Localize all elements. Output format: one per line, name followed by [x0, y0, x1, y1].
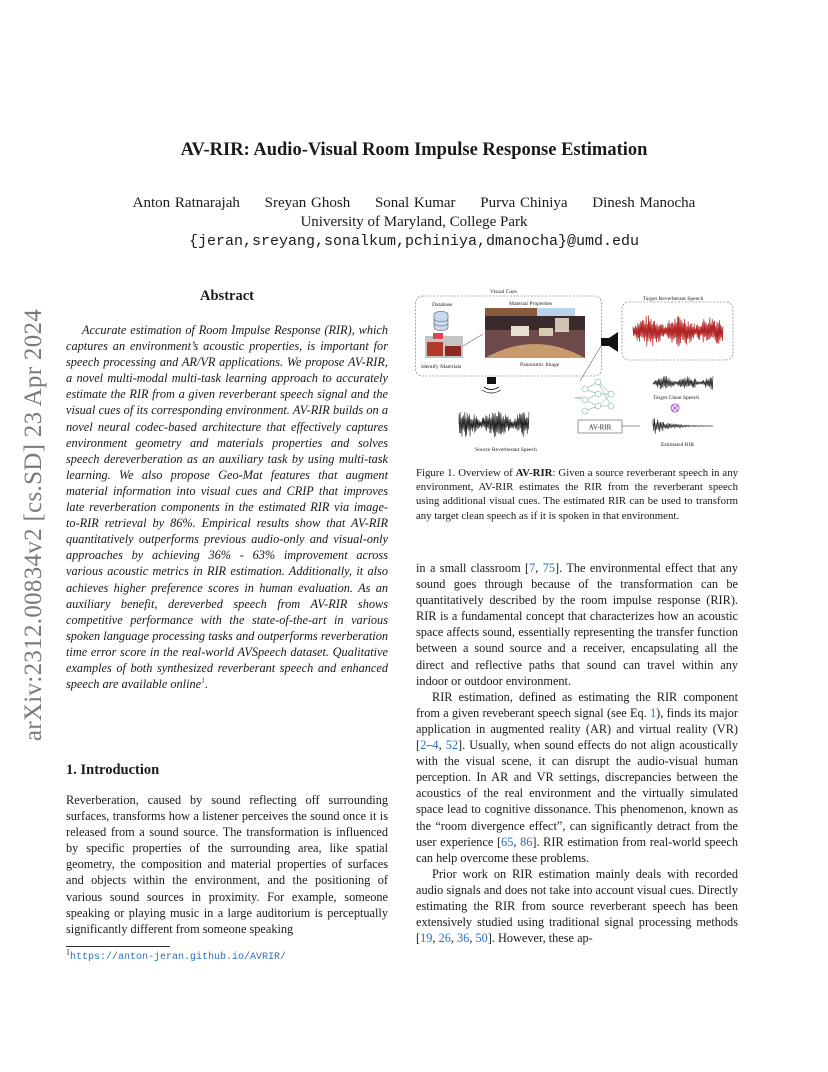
author-list — [0, 195, 828, 212]
arrow — [463, 334, 483, 346]
database-icon — [434, 312, 448, 331]
citation-link[interactable]: 26 — [438, 931, 451, 946]
citation-link[interactable]: 86 — [520, 834, 533, 849]
target-clean-speech-label: Target Clean Speech — [653, 395, 700, 401]
text-run: ]. The environmental effect that any sound goes through because of the transformation can be quantitatively described by the room impulse response (RIR). RIR is a fundamental concept that characterizes how an acoustic space affects sound, essentially representing the transfer function between a sound source and a receiver, encapsulating all the direct and reflective paths that sound can travel within any indoor or outdoor environment. — [416, 561, 738, 688]
text-run: Prior work on RIR estimation mainly deals with recorded audio signals and does not take into account visual cues. Directly estimating the RIR from source reverberant speech has been extensively studied using traditional signal processing methods [ — [416, 866, 738, 946]
citation-link[interactable]: 65 — [501, 834, 514, 849]
material-swatches — [485, 308, 575, 316]
citation-link[interactable]: 50 — [475, 931, 488, 946]
estimated-rir-label: Estimated RIR — [661, 442, 695, 448]
citation-link[interactable]: 2 — [420, 738, 427, 753]
citation-link[interactable]: 4 — [432, 738, 439, 753]
panoramic-image-label: Panoramic Image — [520, 362, 560, 368]
paper-title: AV-RIR: Audio-Visual Room Impulse Response Estimation — [180, 140, 648, 160]
panoramic-image — [485, 316, 585, 358]
source-reverberant-waveform — [459, 411, 529, 437]
overview-figure — [415, 286, 745, 454]
author: Anton Ratnarajah — [132, 195, 240, 211]
paragraph — [416, 689, 738, 866]
abstract-heading: Abstract — [200, 288, 254, 304]
text-run: ), finds its major application in augmented reality (AR) and virtual reality (VR) [ — [416, 705, 738, 753]
target-reverberant-speech-label: Target Reverberant Speech — [643, 296, 704, 302]
author: Purva Chiniya — [480, 195, 568, 211]
source-reverberant-speech-label: Source Reverberant Speech — [475, 447, 537, 453]
target-clean-waveform — [653, 376, 713, 390]
text-run: , — [535, 561, 543, 575]
text-run: , — [450, 931, 458, 946]
target-reverberant-waveform — [633, 315, 723, 346]
caption-prefix: Figure 1. Overview of — [416, 467, 516, 479]
intro-paragraph: Reverberation, caused by sound reflecting off surrounding surfaces, transforms how a listener perceives the sound once it is released from a sound source. The transformation is influenced by specific properties of the surrounding area, like spatial geometry, the composition and material properties of surfaces and objects within the environment, and the positioning of various sound sources in proximity. For example, someone speaking or playing music in a large auditorium is perceptually significantly different from someone speaking — [66, 793, 388, 936]
right-column-body — [416, 560, 738, 946]
author-emails: {jeran,sreyang,sonalkum,pchiniya,dmanocha}@umd.edu — [188, 233, 640, 250]
av-rir-model-label: AV-RIR — [588, 423, 612, 432]
footnote-url[interactable]: https://anton-jeran.github.io/AVRIR/ — [70, 952, 287, 963]
microphone-icon — [482, 377, 501, 393]
citation-link[interactable]: 1 — [649, 705, 657, 720]
text-run: ]. However, these ap- — [487, 931, 593, 946]
text-run: , — [432, 931, 439, 946]
text-run: ]. Usually, when sound effects do not align acoustically with the visual scene, it can disrupt the audio-visual human perception. In AR and VR settings, discrepancies between the acoustics of the real environment and the virtually simulated space lead to cognitive dissonance. This phenomenon, known as the “room divergence effect”, can significantly detract from the user experience [ — [416, 738, 738, 849]
paragraph — [416, 560, 738, 689]
database-label: Database — [432, 302, 453, 308]
visual-cues-label: Visual Cues — [490, 289, 517, 295]
speaker-icon — [601, 332, 618, 352]
author: Dinesh Manocha — [592, 195, 696, 211]
footnote — [66, 947, 287, 963]
arxiv-identifier: arXiv:2312.00834v2 [cs.SD] 23 Apr 2024 — [20, 308, 47, 742]
section-heading-introduction: 1. Introduction — [66, 762, 160, 778]
text-run: in a small classroom [ — [416, 561, 530, 575]
abstract-text: Accurate estimation of Room Impulse Response (RIR), which captures an environment’s acoustic properties, is important for speech processing and AR/VR applications. We propose AV-RIR, a novel multi-modal multi-task learning approach to accurately estimate the RIR from a given reverberant speech signal and the visual cues of its corresponding environment. AV-RIR builds on a novel neural codec-based architecture that effectively captures environment geometry and materials properties and solves speech dereverberation as an auxiliary task by using multi-task learning. We also propose Geo-Mat features that augment material information into visual cues and CRIP that improves late reverberation components in the estimated RIR via image-to-RIR retrieval by 86%. Empirical results show that AV-RIR quantitatively outperforms previous audio-only and visual-only approaches by achieving 36% - 63% improvement across various acoustic metrics in RIR estimation. Additionally, it also achieves higher preference scores in human evaluation. As an auxiliary benefit, dereverbed speech from AV-RIR shows competitive performance with the state-of-the-art in various spoken language processing tasks and outperforms reverberation time error score in the real-world AVSpeech dataset. Qualitative examples of both synthesized reverberant speech and enhanced speech are available online — [66, 323, 388, 692]
paragraph — [416, 866, 738, 946]
abstract-end: . — [205, 677, 209, 692]
neural-network-icon — [582, 379, 614, 414]
identify-materials-image — [425, 333, 463, 358]
identify-materials-label: Identify Materials — [421, 364, 462, 370]
citation-link[interactable]: 19 — [420, 931, 433, 946]
text-run: , — [513, 834, 521, 849]
text-run: – — [426, 738, 433, 753]
footnote-mark[interactable]: 1 — [201, 675, 206, 685]
figure-caption — [416, 466, 738, 523]
material-properties-label: Material Properties — [509, 301, 553, 307]
introduction-body — [66, 792, 388, 937]
citation-link[interactable]: 52 — [445, 738, 458, 753]
caption-text: : Given a source reverberant speech in any environment, AV-RIR estimates the RIR from the reverberant speech using additional visual cues. The estimated RIR can be used to transform any target clean speech as if it is spoken in that environment. — [416, 467, 739, 522]
footnote-number: 1 — [66, 947, 70, 957]
estimated-rir-waveform — [653, 418, 713, 434]
affiliation: University of Maryland, College Park — [300, 214, 528, 230]
abstract-body — [66, 322, 388, 692]
footnote-rule — [66, 946, 170, 947]
citation-link[interactable]: 36 — [457, 931, 470, 946]
author: Sonal Kumar — [374, 195, 456, 211]
author: Sreyan Ghosh — [264, 195, 351, 211]
citation-link[interactable]: 7 — [529, 561, 536, 575]
convolution-icon — [671, 404, 679, 412]
text-run: ]. RIR estimation from real-world speech can help overcome these problems. — [416, 834, 738, 865]
text-run: , — [469, 931, 476, 946]
text-run: , — [438, 738, 446, 753]
caption-bold: AV-RIR — [515, 467, 553, 479]
citation-link[interactable]: 75 — [542, 561, 556, 575]
text-run: RIR estimation, defined as estimating the RIR component from a given reveberant speech signal (see Eq. — [416, 689, 738, 720]
